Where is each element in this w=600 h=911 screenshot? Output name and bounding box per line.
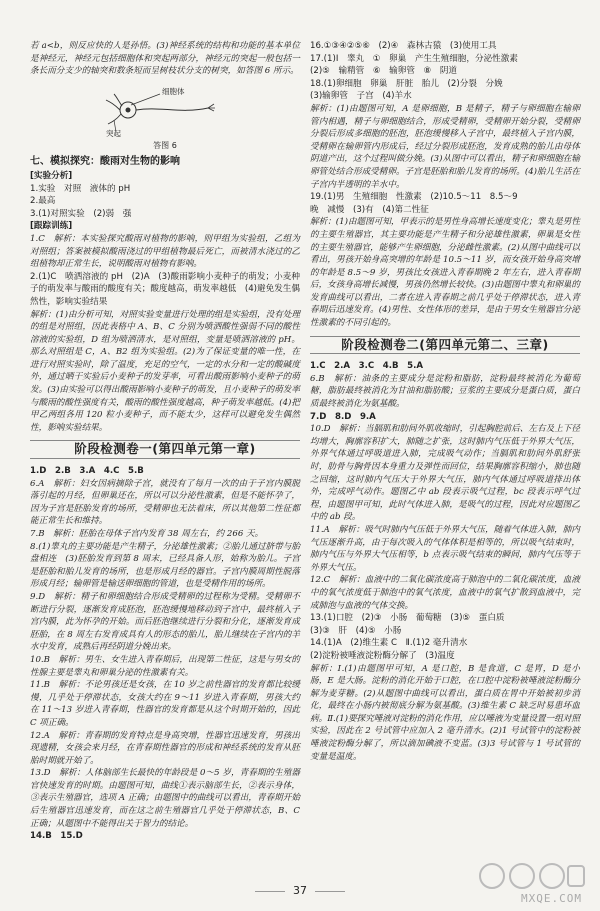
answer-r13b: (3)③ 肝 (4)⑤ 小肠 (310, 625, 402, 636)
answer-q12: 12.A 解析：青春期的发育特点是身高突增，性器官迅速发育，男孩出现遗精，女孩会来月经，在青春期性器官的形成和神经系统的发育从胚胎时期就开始了。 (30, 730, 300, 766)
answer-q16: 16.①③④②⑤⑥ (2)④ 森林古猿 (3)使用工具 (310, 41, 497, 51)
follow-up-q2: 2.(1)C 喷洒溶液的 pH (2)A (3)酸雨影响小麦种子的萌发；小麦种子的萌发率与酸雨的酸度有关；酸度越高，萌发率越低 (4)避免发生偶然性，影响实验结果 (30, 271, 300, 307)
answer-q9: 9.D 解析：精子和卵细胞结合形成受精卵的过程称为受精。受精卵不断进行分裂，逐渐发育成胚泡，胚泡缓慢地移动到子宫中，最终植入子宫内膜，此为怀孕的开始。而后胚泡继续进行分裂和分化，逐渐发育成胚胎，在 8 周左右发育成具有人的形态的胎儿，胎儿继续在子宫内的羊水中发育，成熟后再经阴道分娩出来。 (30, 591, 300, 653)
answer-q6: 6.A 解析：妇女因病摘除子宫，就没有了每月一次的由于子宫内膜脱落引起的月经，但卵巢还在，所以可以分泌性激素，但是不能怀孕了，因为子宫是胚胎发育的场所，受精卵也无法着床，所以其他第二性征都能正常生长和维持。 (30, 478, 300, 527)
answer-r14b: (2)淀粉被唾液淀粉酶分解了 (3)温度 (310, 650, 455, 661)
answer-q19-explanation: 解析：(1)由题图可知，甲表示的是男性身高增长速度变化；睾丸是男性的主要生殖器官，其主要功能是产生精子和分泌雄性激素，卵巢是女性的主要生殖器官，能够产生卵细胞，分泌雌性激素。(2)从图中曲线可以看出，男孩开始身高突增的年龄是 10.5～11 岁，而女孩开始身高突增的年龄是 8.5～9 岁，男孩比女孩进入青春期晚 2 年左右，进入青春期后，女孩身高增长减慢，男孩仍然增长较快。(3)由题图中睾丸和卵巢的发育曲线可以看出，二者在进入青春期之前几乎处于停滞状态，进入青春期后迅速发育。(4)男性、女性体形的差异，是由于男女生殖器官分泌性激素的不同引起的。 (310, 217, 580, 329)
right-column (310, 40, 580, 763)
answer-q17b: (2)⑤ 输精管 ⑥ 输卵管 ⑧ 阴道 (310, 66, 458, 77)
answer-r14a: 14.(1)A (2)维生素 C Ⅱ.(1)2 毫升清水 (310, 638, 468, 649)
answer-q14-15: 14.B 15.D (30, 831, 83, 842)
test-1-band: 阶段检测卷一(第四单元第一章) (30, 440, 300, 459)
analysis-line-2: 2.最高 (30, 196, 56, 207)
answer-q18-explanation: 解析：(1)由题图可知，A 是卵细胞，B 是精子，精子与卵细胞在输卵管内相遇，精子与卵细胞结合，形成受精卵，受精卵开始分裂，受精卵分裂后形成多细胞的胚泡，胚泡缓慢移入子宫中，最终植入子宫内膜，受精卵在输卵管内形成后，经过分裂形成胚泡，发育成熟的胎儿由母体阴道产出，这个过程叫做分娩。(3)从图中可以看出，精子和卵细胞在输卵管处结合形成受精卵。子宫是胚胎和胎儿发育的场所。(4)胎儿生活在子宫内半透明的羊水中。 (310, 103, 580, 190)
follow-up-q1: 1.C 解析：本实验探究酸雨对植物的影响，则甲组为实验组，乙组为对照组；答案被模拟酸雨浇过的甲组植物最后死亡，而被清水浇过的乙组植物却正常生长，说明酸雨对植物有影响。 (30, 233, 300, 270)
answer-r14-explanation: 解析：Ⅰ.(1)由题图甲可知，A 是口腔，B 是食道，C 是胃，D 是小肠，E 是大肠。淀粉的消化开始于口腔，在口腔中淀粉被唾液淀粉酶分解为麦芽糖。(2)从题图中曲线可以看出，蛋白质在胃中开始被初步消化，最终在小肠内被彻底分解为氨基酸。(3)维生素 C 缺乏时易患坏血病。Ⅱ.(1)要探究唾液对淀粉的消化作用，应以唾液为变量设置一组对照实验，因此在 2 号试管中应加入 2 毫升清水。(2)1 号试管中的淀粉被唾液淀粉酶分解了，所以滴加碘液不变蓝。(3)3 号试管与 1 号试管的变量是温度。 (310, 663, 580, 762)
left-column (30, 40, 300, 843)
follow-up-heading: [跟踪训练] (30, 221, 73, 232)
answer-q8: 8.(1)睾丸的主要功能是产生精子，分泌雄性激素；②胎儿通过脐带与胎盘相连 (3)胚胎发育到第 8 周末，已经具备人形，始称为胎儿。子宫是胚胎和胎儿发育的场所，也是形成月经的器官。子宫内膜周期性脱落形成月经；输卵管是输送卵细胞的管道，也是受精作用的场所。 (30, 541, 300, 590)
answer-r12: 12.C 解析：血液中的二氧化碳浓度高于肺泡中的二氧化碳浓度，血液中的氧气浓度低于肺泡中的氧气浓度，血液中的氧气扩散到血液中，完成肺泡与血液的气体交换。 (310, 575, 580, 611)
answer-r1-5: 1.C 2.A 3.C 4.B 5.A (310, 361, 424, 372)
answer-r7-9: 7.D 8.D 9.A (310, 411, 376, 422)
answer-q18b: (3)输卵管 子宫 (4)羊水 (310, 91, 412, 102)
analysis-line-3: 3.(1)对照实验 (2)弱 强 (30, 208, 132, 219)
answer-q17a: 17.(1)Ⅰ 睾丸 ① 卵巢 产生生殖细胞，分泌性激素 (310, 53, 518, 64)
experiment-analysis-heading: [实验分析] (30, 170, 73, 181)
answer-r13a: 13.(1)口腔 (2)③ 小肠 葡萄糖 (3)⑤ 蛋白质 (310, 613, 505, 624)
answer-q11: 11.B 解析：不论男孩还是女孩，在 10 岁之前性器官的发育都比较缓慢，几乎处于停滞状态，女孩大约在 9～11 岁进入青春期，男孩大约在 11～13 岁进入青春期，性器官的发育都是从这个时期开始的，因此 C 项正确。 (30, 680, 300, 728)
answer-q10: 10.B 解析：男生、女生进入青春期后，出现第二性征，这是与男女的性腺主要是睾丸和卵巢分泌的性激素有关。 (30, 654, 300, 678)
label-process: 突起 (106, 128, 121, 138)
answer-r6: 6.B 解析：油条的主要成分是淀粉和脂肪，淀粉最终被消化为葡萄糖，脂肪最终被消化为甘油和脂肪酸；豆浆的主要成分是蛋白质，蛋白质最终被消化为氨基酸。 (310, 373, 580, 410)
analysis-line-1: 1.实验 对照 液体的 pH (30, 183, 131, 194)
paragraph-neuron: 若 a<b，则反应快的人是孙悟。(3)神经系统的结构和功能的基本单位是神经元，神经元包括细胞体和突起两部分，神经元的突起一般包括一条长而分支少的轴突和数条短而呈树枝状分支的树突，如答图 6 所示。 (30, 41, 300, 77)
answer-q19a: 19.(1)男 生殖细胞 性激素 (2)10.5～11 8.5～9 (310, 192, 518, 203)
neuron-figure (30, 80, 300, 140)
answer-q7: 7.B 解析：胚胎在母体子宫内发育 38 周左右，约 266 天。 (30, 529, 264, 539)
answer-q1-5: 1.D 2.B 3.A 4.C 5.B (30, 466, 144, 477)
watermark-text: MXQE.COM (521, 892, 582, 905)
answer-r11: 11.A 解析：吸气时肺内气压低于外界大气压，随着气体进入肺，肺内气压逐渐升高，由于每次吸入的气体体积是相等的，所以吸气结束时，肺内气压与外界大气压相等，b 点表示吸气结束的瞬间，肺内气压等于外界大气压。 (310, 524, 580, 573)
test-2-band: 阶段检测卷二(第四单元第二、三章) (310, 336, 580, 355)
page-number: 37 (0, 884, 600, 897)
label-cell-body: 细胞体 (162, 86, 185, 96)
follow-up-q2-explanation: 解析：(1)由分析可知，对照实验变量进行处理的组是实验组，没有处理的组是对照组，因此表格中 A、B、C 分别为喷洒酸性强弱不同的酸性溶液的实验组，D 组为喷洒清水，是对照组，变量是喷洒溶液的 pH。那么对照组是 C，A、B2 组为实验组。(2)为了保证变量的唯一性，在进行对照实验时，除了温度，充足的空气，一定的水分和一定的酸碱度外，通过晒干实验后小麦种子的发芽率，可看出酸雨影响小麦种子的萌发。(3)由实验可以得出酸雨影响小麦种子的萌发，且小麦种子的萌发率与酸雨的酸性强度有关，酸雨的酸性强度越高，种子萌发率越低。(4)把甲乙两组各用 120 粒小麦种子，而不能太少，这样可以避免发生偶然性，影响实验结果。 (30, 309, 300, 433)
answer-r10: 10.D 解析：当膈肌和肋间外肌收缩时，引起胸腔前后、左右及上下径均增大，胸廓容积扩大，肺随之扩张，这时肺内气压低于外界大气压，外界气体通过呼吸道进入肺，完成吸气动作；当膈肌和肋间外肌舒张时，肋骨与胸骨因本身重力及弹性而回位，结果胸廓容积缩小，肺也随之回缩，这时肺内气压大于外界大气压，肺内气体通过呼吸道排出体外，完成呼气动作。题图乙中 ab 段表示吸气过程，bc 段表示呼气过程，由题图甲可知，此时气体进入肺，是吸气的过程，因此对应题图乙中的 ab 段。 (310, 424, 580, 523)
answer-q19b: 晚 减慢 (3)有 (4)第二性征 (310, 204, 429, 215)
answer-q18a: 18.(1)卵细胞 卵巢 肝脏 胎儿 (2)分裂 分娩 (310, 78, 503, 89)
figure-caption: 答图 6 (153, 140, 177, 150)
answer-q13: 13.D 解析：人体脑部生长最快的年龄段是 0～5 岁，青春期的生殖器官快速发育的时期。由题图可知，曲线①表示脑部生长，②表示身体，③表示生殖器官，选项 A 正确；由题图中的曲线可以看出，青春期开始后生殖器官迅速发育，而在这之前生殖器官几乎处于停滞状态，B、C 正确；从题图中不能得出关于智力的结论。 (30, 768, 300, 829)
section-7-title: 七、模拟探究：酸雨对生物的影响 (30, 156, 180, 168)
